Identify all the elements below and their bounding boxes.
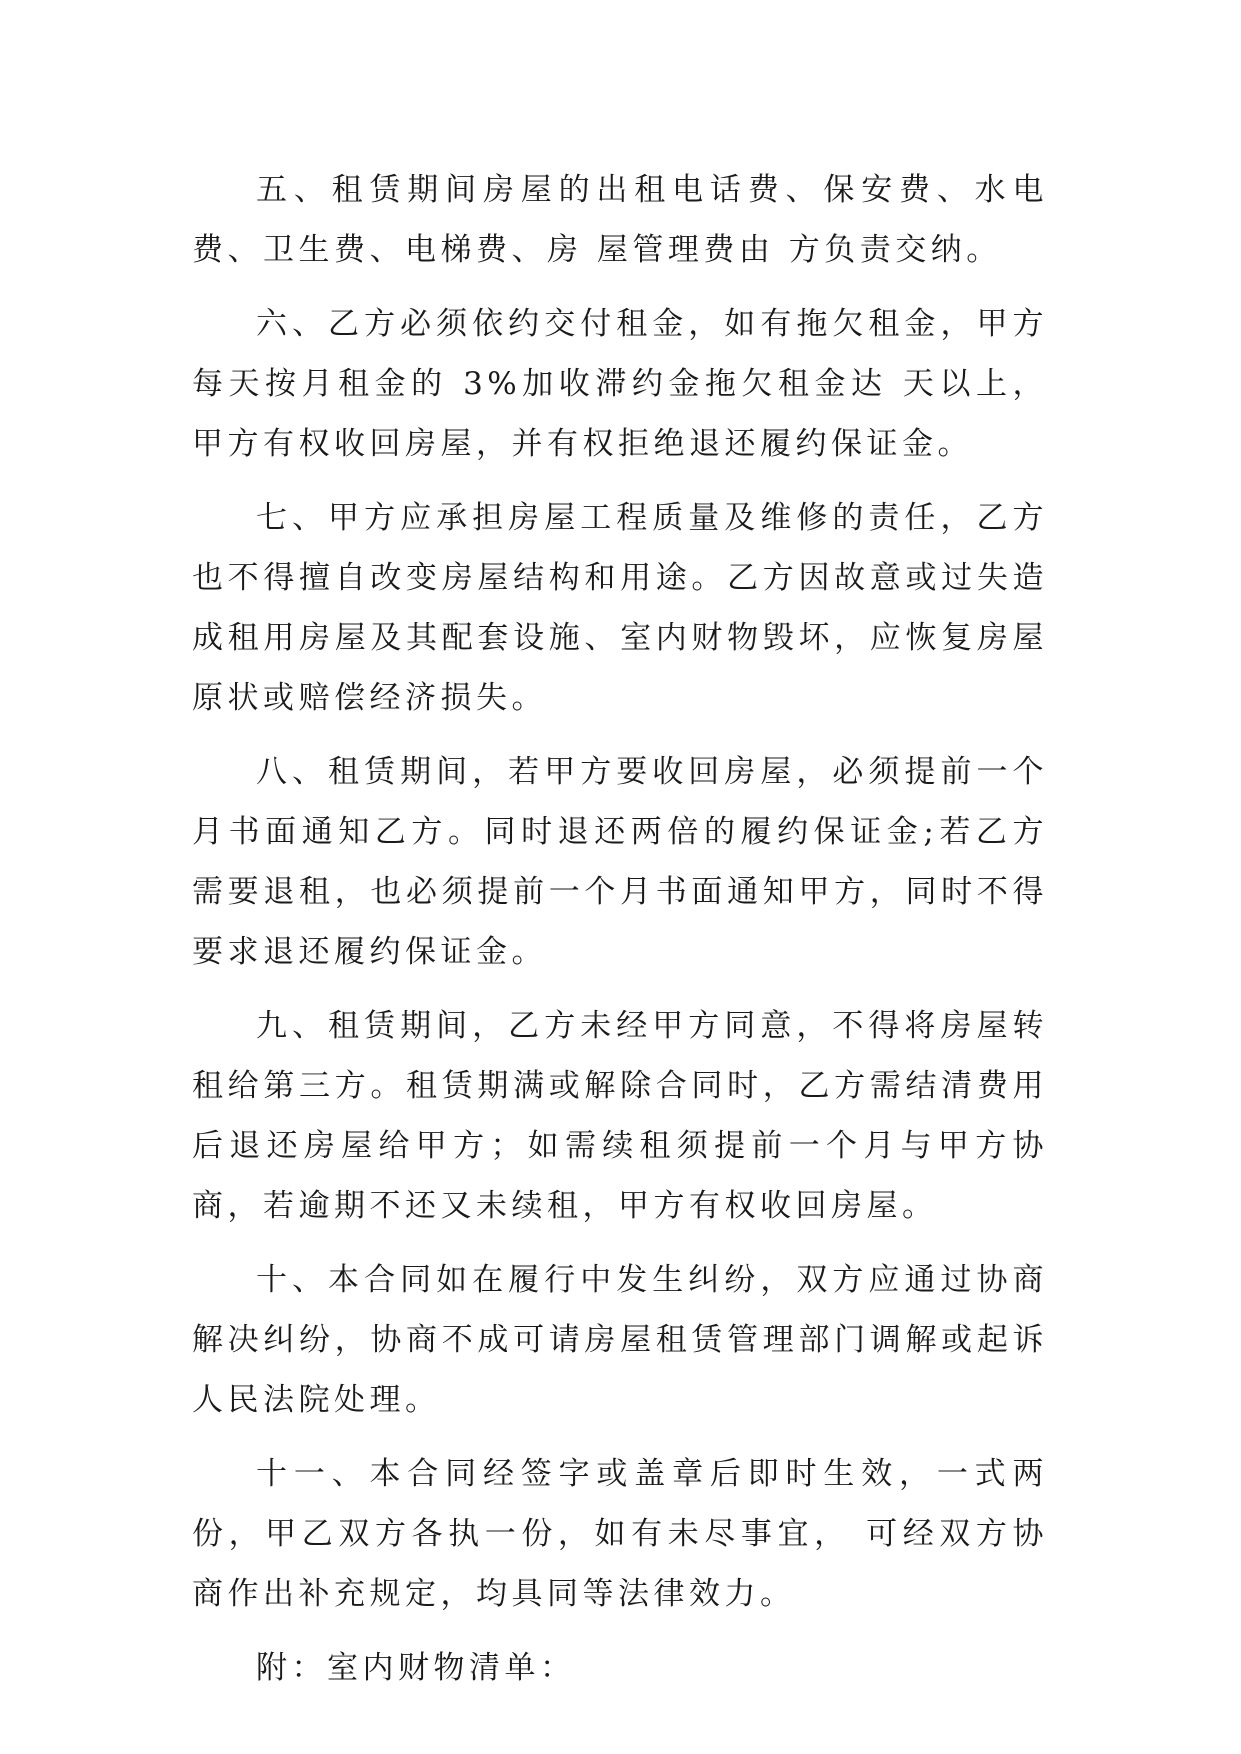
clause-11: 十一、本合同经签字或盖章后即时生效，一式两份，甲乙双方各执一份，如有未尽事宜， 可经双方协商作出补充规定，均具同等法律效力。 (192, 1456, 1048, 1612)
clause-9: 九、租赁期间，乙方未经甲方同意，不得将房屋转租给第三方。租赁期满或解除合同时，乙方需结清费用后退还房屋给甲方；如需续租须提前一个月与甲方协商，若逾期不还又未续租，甲方有权收回房屋。 (192, 1008, 1048, 1224)
contract-body (192, 160, 1048, 1712)
clause-8: 八、租赁期间，若甲方要收回房屋，必须提前一个月书面通知乙方。同时退还两倍的履约保证金;若乙方需要退租，也必须提前一个月书面通知甲方，同时不得要求退还履约保证金。 (192, 754, 1048, 970)
clause-5: 五、租赁期间房屋的出租电话费、保安费、水电费、卫生费、电梯费、房 屋管理费由 方负责交纳。 (192, 172, 1048, 268)
clause-7: 七、甲方应承担房屋工程质量及维修的责任，乙方也不得擅自改变房屋结构和用途。乙方因故意或过失造成租用房屋及其配套设施、室内财物毁坏，应恢复房屋原状或赔偿经济损失。 (192, 500, 1048, 716)
clause-6: 六、乙方必须依约交付租金，如有拖欠租金，甲方每天按月租金的 3%加收滞约金拖欠租金达 天以上，甲方有权收回房屋，并有权拒绝退还履约保证金。 (192, 306, 1048, 462)
clause-10: 十、本合同如在履行中发生纠纷，双方应通过协商解决纠纷，协商不成可请房屋租赁管理部门调解或起诉人民法院处理。 (192, 1262, 1048, 1418)
appendix-inventory-list: 附：室内财物清单： (256, 1650, 576, 1686)
